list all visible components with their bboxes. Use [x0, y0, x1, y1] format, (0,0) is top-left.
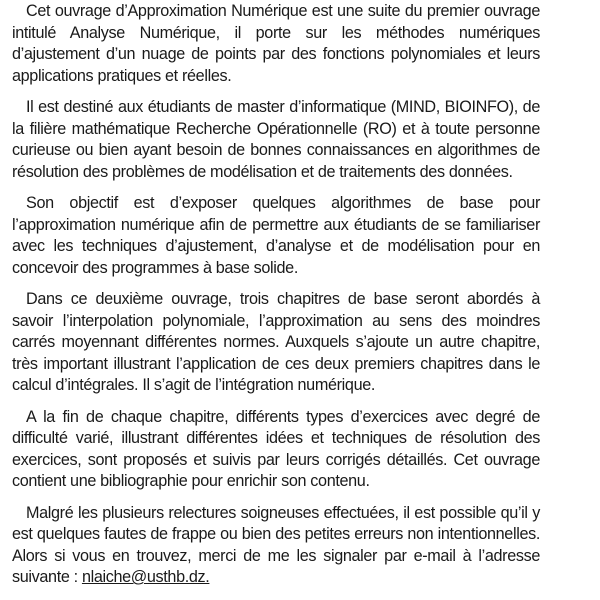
paragraph-chapters: Dans ce deuxième ouvrage, trois chapitres de base seront abordés à savoir l’interpolation polynomiale, l’approximation au sens des moindres carrés moyennant différentes normes. Auxquels s’ajoute un autre chapitre, très important illustrant l’application de ces deux premiers chapitres dans le calcul d’intégrales. Il s’agit de l’intégration numérique. [12, 290, 540, 394]
paragraph-errata [12, 503, 540, 589]
email-link[interactable]: nlaiche@usthb.dz. [81, 568, 210, 586]
paragraph-exercises: A la fin de chaque chapitre, différents types d’exercices avec degré de difficulté varié, illustrant différentes idées et techniques de résolution des exercices, sont proposés et suivis par leurs corrigés détaillés. Cet ouvrage contient une bibliographie pour enrichir son contenu. [12, 407, 540, 490]
paragraph-intro: Cet ouvrage d’Approximation Numérique est une suite du premier ouvrage intitulé Analyse Numérique, il porte sur les méthodes numériques d’ajustement d’un nuage de points par des fonctions polynomiales et leurs applications pratiques et réelles. [12, 2, 540, 85]
paragraph-errata-text: Malgré les plusieurs relectures soigneuses effectuées, il est possible qu’il y est quelques fautes de frappe ou bien des petites erreurs non intentionnelles. Alors si vous en trouvez, merci de me les signaler par e-mail à l’adresse suivante : [12, 503, 540, 586]
document-page [12, 1, 540, 599]
paragraph-audience: Il est destiné aux étudiants de master d’informatique (MIND, BIOINFO), de la filière mathématique Recherche Opérationnelle (RO) et à toute personne curieuse ou bien ayant besoin de bonnes connaissances en algorithmes de résolution des problèmes de modélisation et de traitements des données. [12, 98, 540, 181]
paragraph-objective: Son objectif est d’exposer quelques algorithmes de base pour l’approximation numérique afin de permettre aux étudiants de se familiariser avec les techniques d’ajustement, d’analyse et de modélisation pour en concevoir des programmes à base solide. [12, 194, 540, 277]
